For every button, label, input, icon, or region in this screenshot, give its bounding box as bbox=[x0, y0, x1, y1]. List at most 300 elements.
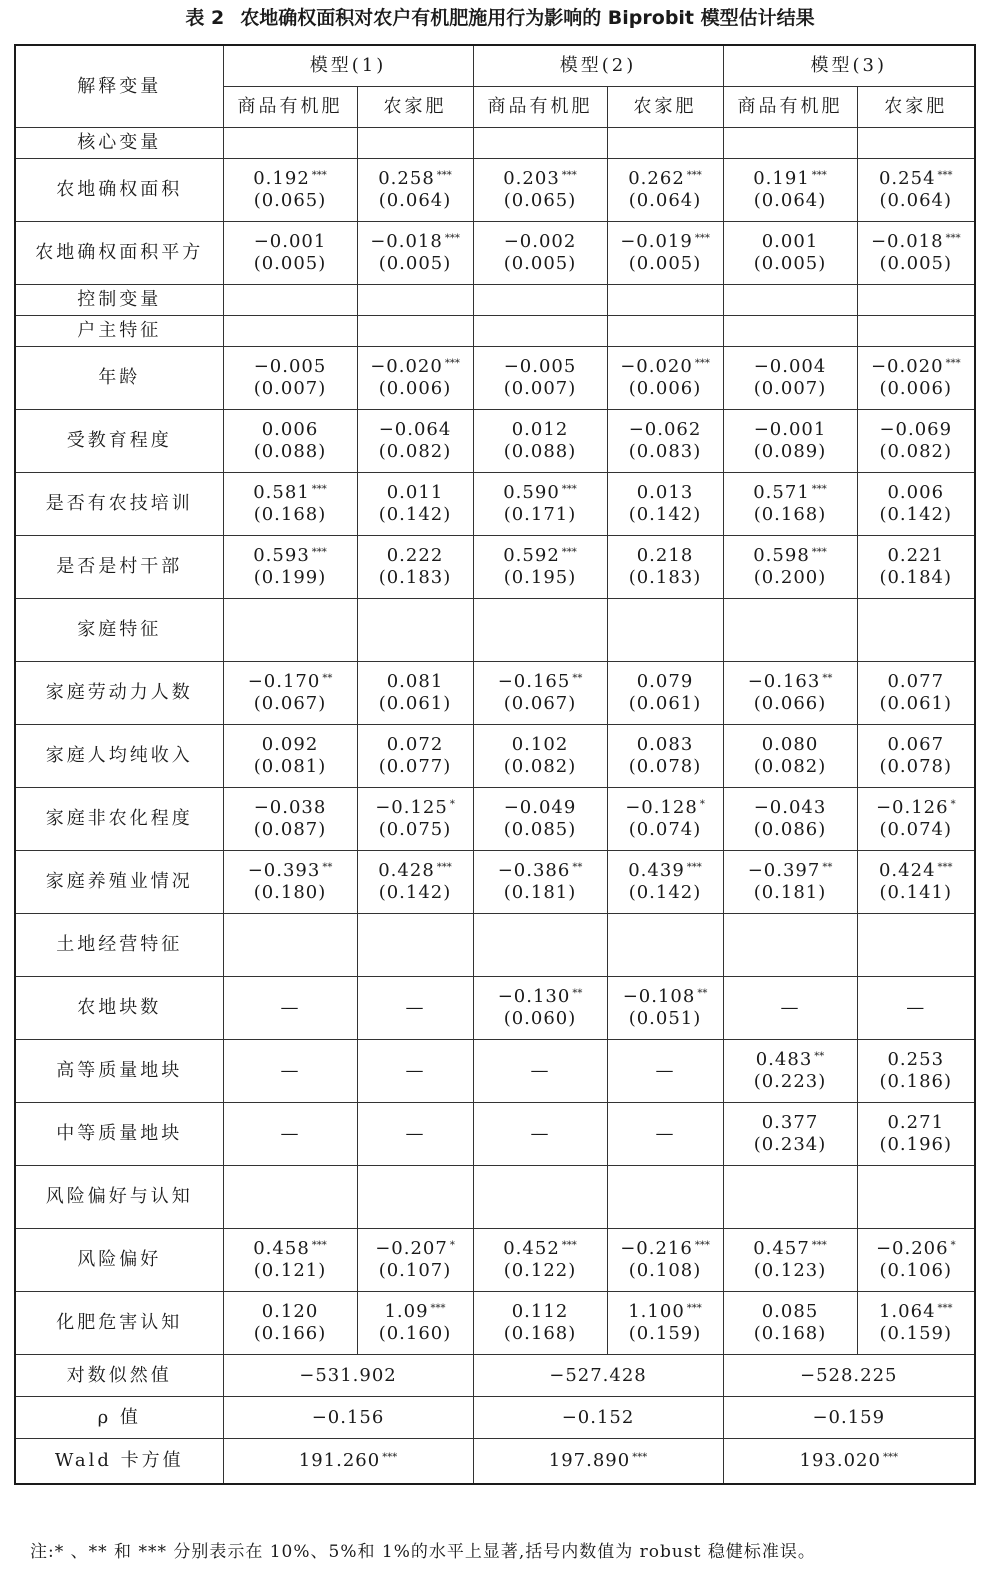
coefficient bbox=[608, 168, 723, 190]
coefficient-value: −0.216 bbox=[620, 1238, 693, 1259]
standard-error: (0.168) bbox=[753, 1323, 827, 1344]
standard-error: (0.065) bbox=[253, 190, 327, 211]
standard-error: (0.065) bbox=[503, 190, 577, 211]
table-number: 表 2 bbox=[185, 7, 225, 29]
empty-cell bbox=[223, 316, 357, 347]
standard-error: (0.142) bbox=[628, 882, 702, 903]
coefficient-value: 0.253 bbox=[887, 1049, 945, 1070]
value-cell bbox=[223, 662, 357, 725]
significance-stars: *** bbox=[882, 1452, 898, 1463]
header-row-models bbox=[15, 45, 975, 87]
standard-error: (0.087) bbox=[253, 819, 327, 840]
coefficient-value: −0.002 bbox=[503, 231, 577, 252]
coefficient-value: 0.424 bbox=[878, 860, 936, 881]
coefficient-value: −0.038 bbox=[253, 797, 327, 818]
value-cell bbox=[857, 788, 975, 851]
empty-cell bbox=[723, 1166, 857, 1229]
stat-number: −528.225 bbox=[799, 1364, 898, 1386]
value-cell bbox=[723, 410, 857, 473]
standard-error: (0.159) bbox=[628, 1323, 702, 1344]
table-note: 注:* 、** 和 *** 分别表示在 10%、5%和 1%的水平上显著,括号内数值为 robust 稳健标准误。 bbox=[30, 1542, 816, 1562]
stat-number: −527.428 bbox=[549, 1364, 647, 1386]
coefficient bbox=[224, 356, 357, 378]
value-cell bbox=[223, 536, 357, 599]
stat-value-cell bbox=[723, 1397, 975, 1439]
value-cell bbox=[357, 788, 473, 851]
row-label: 化肥危害认知 bbox=[15, 1292, 223, 1355]
coefficient bbox=[224, 860, 357, 882]
value-cell bbox=[473, 222, 607, 285]
coefficient-value: 0.377 bbox=[761, 1112, 819, 1133]
standard-error: (0.181) bbox=[503, 882, 577, 903]
standard-error: (0.142) bbox=[628, 504, 702, 525]
table-row bbox=[15, 851, 975, 914]
coefficient bbox=[358, 482, 473, 504]
coefficient-value: 0.571 bbox=[753, 482, 810, 503]
empty-cell bbox=[723, 599, 857, 662]
stat-value bbox=[474, 1450, 723, 1472]
coefficient-value: 0.006 bbox=[887, 482, 945, 503]
coefficient-value: −0.018 bbox=[370, 231, 443, 252]
significance-stars: *** bbox=[694, 233, 710, 244]
section-row bbox=[15, 1166, 975, 1229]
coefficient bbox=[608, 545, 723, 567]
coefficient-value: — bbox=[405, 997, 425, 1018]
standard-error: (0.078) bbox=[879, 756, 953, 777]
coefficient bbox=[858, 419, 975, 441]
coefficient-value: — bbox=[280, 1060, 300, 1081]
significance-stars: *** bbox=[686, 862, 702, 873]
coefficient bbox=[358, 419, 473, 441]
coefficient-value: 0.077 bbox=[887, 671, 945, 692]
standard-error: (0.089) bbox=[753, 441, 827, 462]
significance-stars: *** bbox=[937, 862, 953, 873]
coefficient bbox=[358, 797, 473, 819]
significance-stars: *** bbox=[694, 358, 710, 369]
standard-error: (0.168) bbox=[503, 1323, 577, 1344]
standard-error: (0.186) bbox=[879, 1071, 953, 1092]
value-cell bbox=[607, 977, 723, 1040]
row-label: 家庭非农化程度 bbox=[15, 788, 223, 851]
standard-error: (0.196) bbox=[879, 1134, 953, 1155]
coefficient bbox=[724, 1301, 857, 1323]
coefficient-value: 0.102 bbox=[511, 734, 569, 755]
significance-stars: *** bbox=[632, 1452, 648, 1463]
standard-error: (0.051) bbox=[628, 1008, 702, 1029]
value-cell bbox=[223, 1103, 357, 1166]
coefficient bbox=[224, 997, 357, 1019]
coefficient bbox=[724, 482, 857, 504]
coefficient-value: 0.254 bbox=[878, 168, 936, 189]
significance-stars: ** bbox=[822, 673, 833, 684]
coefficient-value: −0.049 bbox=[503, 797, 577, 818]
coefficient bbox=[474, 1123, 607, 1145]
stat-value-cell bbox=[223, 1439, 473, 1485]
value-cell bbox=[357, 410, 473, 473]
significance-stars: ** bbox=[322, 673, 333, 684]
value-cell bbox=[357, 725, 473, 788]
standard-error: (0.123) bbox=[753, 1260, 827, 1281]
coefficient-value: 1.064 bbox=[878, 1301, 936, 1322]
coefficient-value: 0.013 bbox=[636, 482, 694, 503]
empty-cell bbox=[357, 914, 473, 977]
row-label: 控制变量 bbox=[15, 285, 223, 316]
standard-error: (0.005) bbox=[753, 253, 827, 274]
coefficient bbox=[358, 231, 473, 253]
standard-error: (0.200) bbox=[753, 567, 827, 588]
significance-stars: *** bbox=[436, 170, 452, 181]
value-cell bbox=[473, 159, 607, 222]
value-cell bbox=[357, 1103, 473, 1166]
empty-cell bbox=[723, 128, 857, 159]
empty-cell bbox=[607, 914, 723, 977]
header-model-3: 模型(3) bbox=[723, 45, 975, 87]
stat-value-cell bbox=[223, 1397, 473, 1439]
significance-stars: *** bbox=[444, 358, 460, 369]
coefficient bbox=[724, 671, 857, 693]
coefficient bbox=[224, 1301, 357, 1323]
coefficient bbox=[474, 168, 607, 190]
standard-error: (0.121) bbox=[253, 1260, 327, 1281]
empty-cell bbox=[607, 599, 723, 662]
standard-error: (0.005) bbox=[503, 253, 577, 274]
coefficient-value: — bbox=[530, 1123, 550, 1144]
results-table bbox=[14, 44, 976, 1485]
stat-value bbox=[724, 1450, 975, 1472]
value-cell bbox=[607, 662, 723, 725]
value-cell bbox=[223, 1292, 357, 1355]
significance-stars: * bbox=[449, 1240, 455, 1251]
coefficient bbox=[358, 1123, 473, 1145]
header-model-2: 模型(2) bbox=[473, 45, 723, 87]
coefficient-value: −0.019 bbox=[620, 231, 693, 252]
coefficient bbox=[358, 356, 473, 378]
significance-stars: ** bbox=[822, 862, 833, 873]
value-cell bbox=[357, 1292, 473, 1355]
row-label: 农地确权面积平方 bbox=[15, 222, 223, 285]
value-cell bbox=[723, 1292, 857, 1355]
empty-cell bbox=[857, 128, 975, 159]
empty-cell bbox=[723, 316, 857, 347]
empty-cell bbox=[473, 914, 607, 977]
significance-stars: ** bbox=[322, 862, 333, 873]
coefficient-value: 0.080 bbox=[761, 734, 819, 755]
coefficient bbox=[358, 734, 473, 756]
standard-error: (0.142) bbox=[378, 882, 452, 903]
standard-error: (0.007) bbox=[503, 378, 577, 399]
coefficient bbox=[858, 734, 975, 756]
standard-error: (0.006) bbox=[879, 378, 953, 399]
coefficient bbox=[474, 1060, 607, 1082]
coefficient-value: −0.018 bbox=[870, 231, 944, 252]
value-cell bbox=[357, 977, 473, 1040]
table-row bbox=[15, 473, 975, 536]
significance-stars: *** bbox=[311, 547, 327, 558]
table-row bbox=[15, 788, 975, 851]
standard-error: (0.082) bbox=[503, 756, 577, 777]
coefficient-value: 0.006 bbox=[261, 419, 319, 440]
standard-error: (0.184) bbox=[879, 567, 953, 588]
value-cell bbox=[357, 473, 473, 536]
empty-cell bbox=[607, 285, 723, 316]
coefficient-value: −0.163 bbox=[747, 671, 821, 692]
value-cell bbox=[857, 1103, 975, 1166]
standard-error: (0.142) bbox=[378, 504, 452, 525]
value-cell bbox=[223, 851, 357, 914]
row-label: 家庭劳动力人数 bbox=[15, 662, 223, 725]
coefficient bbox=[858, 545, 975, 567]
standard-error: (0.082) bbox=[378, 441, 452, 462]
stat-value bbox=[474, 1365, 723, 1387]
significance-stars: *** bbox=[945, 358, 961, 369]
standard-error: (0.086) bbox=[753, 819, 827, 840]
coefficient bbox=[724, 997, 857, 1019]
standard-error: (0.199) bbox=[253, 567, 327, 588]
significance-stars: *** bbox=[382, 1452, 398, 1463]
coefficient bbox=[858, 1112, 975, 1134]
coefficient bbox=[474, 671, 607, 693]
standard-error: (0.078) bbox=[628, 756, 702, 777]
value-cell bbox=[857, 1229, 975, 1292]
standard-error: (0.085) bbox=[503, 819, 577, 840]
standard-error: (0.166) bbox=[253, 1323, 327, 1344]
stat-label: ρ 值 bbox=[15, 1397, 223, 1439]
value-cell bbox=[223, 222, 357, 285]
coefficient-value: — bbox=[405, 1123, 425, 1144]
coefficient bbox=[474, 231, 607, 253]
value-cell bbox=[357, 222, 473, 285]
empty-cell bbox=[857, 599, 975, 662]
coefficient-value: −0.020 bbox=[620, 356, 693, 377]
coefficient-value: −0.001 bbox=[253, 231, 327, 252]
table-row bbox=[15, 410, 975, 473]
value-cell bbox=[607, 1292, 723, 1355]
header-variable: 解释变量 bbox=[15, 45, 223, 128]
coefficient-value: 0.483 bbox=[755, 1049, 813, 1070]
stat-number: 191.260 bbox=[298, 1450, 381, 1471]
significance-stars: *** bbox=[430, 1303, 446, 1314]
value-cell bbox=[857, 1040, 975, 1103]
coefficient-value: −0.004 bbox=[753, 356, 827, 377]
standard-error: (0.168) bbox=[753, 504, 827, 525]
stat-value-cell bbox=[473, 1397, 723, 1439]
header-outcome: 商品有机肥 bbox=[723, 87, 857, 128]
coefficient-value: −0.005 bbox=[503, 356, 577, 377]
significance-stars: * bbox=[449, 799, 455, 810]
significance-stars: *** bbox=[811, 170, 827, 181]
row-label: 中等质量地块 bbox=[15, 1103, 223, 1166]
coefficient-value: 0.001 bbox=[761, 231, 819, 252]
stat-number: 197.890 bbox=[548, 1450, 631, 1471]
empty-cell bbox=[357, 285, 473, 316]
value-cell bbox=[473, 788, 607, 851]
table-row bbox=[15, 159, 975, 222]
empty-cell bbox=[473, 1166, 607, 1229]
empty-cell bbox=[473, 128, 607, 159]
coefficient bbox=[474, 1301, 607, 1323]
coefficient-value: 0.271 bbox=[887, 1112, 945, 1133]
stat-number: −0.159 bbox=[812, 1406, 886, 1428]
value-cell bbox=[473, 977, 607, 1040]
empty-cell bbox=[473, 285, 607, 316]
significance-stars: *** bbox=[311, 484, 327, 495]
standard-error: (0.007) bbox=[253, 378, 327, 399]
coefficient bbox=[724, 168, 857, 190]
value-cell bbox=[857, 159, 975, 222]
row-label: 家庭特征 bbox=[15, 599, 223, 662]
stat-row bbox=[15, 1439, 975, 1485]
table-row bbox=[15, 347, 975, 410]
value-cell bbox=[723, 662, 857, 725]
coefficient bbox=[608, 797, 723, 819]
row-label: 是否有农技培训 bbox=[15, 473, 223, 536]
standard-error: (0.181) bbox=[753, 882, 827, 903]
coefficient-value: 0.452 bbox=[503, 1238, 560, 1259]
coefficient bbox=[724, 1049, 857, 1071]
coefficient-value: −0.064 bbox=[378, 419, 452, 440]
significance-stars: *** bbox=[561, 170, 577, 181]
coefficient bbox=[608, 356, 723, 378]
stat-row bbox=[15, 1397, 975, 1439]
standard-error: (0.107) bbox=[378, 1260, 452, 1281]
coefficient bbox=[724, 860, 857, 882]
value-cell bbox=[723, 159, 857, 222]
coefficient-value: 0.439 bbox=[628, 860, 685, 881]
value-cell bbox=[223, 725, 357, 788]
coefficient bbox=[724, 797, 857, 819]
table-row bbox=[15, 725, 975, 788]
coefficient bbox=[358, 545, 473, 567]
header-outcome: 农家肥 bbox=[607, 87, 723, 128]
coefficient bbox=[724, 734, 857, 756]
coefficient bbox=[224, 797, 357, 819]
standard-error: (0.183) bbox=[378, 567, 452, 588]
stat-value bbox=[224, 1407, 473, 1429]
row-label: 风险偏好与认知 bbox=[15, 1166, 223, 1229]
value-cell bbox=[473, 473, 607, 536]
stat-value bbox=[224, 1365, 473, 1387]
coefficient-value: −0.069 bbox=[879, 419, 953, 440]
value-cell bbox=[357, 1229, 473, 1292]
row-label: 是否是村干部 bbox=[15, 536, 223, 599]
section-row bbox=[15, 128, 975, 159]
value-cell bbox=[473, 662, 607, 725]
value-cell bbox=[723, 347, 857, 410]
coefficient bbox=[608, 986, 723, 1008]
table-row bbox=[15, 222, 975, 285]
standard-error: (0.064) bbox=[753, 190, 827, 211]
value-cell bbox=[723, 977, 857, 1040]
value-cell bbox=[607, 536, 723, 599]
coefficient bbox=[608, 419, 723, 441]
standard-error: (0.168) bbox=[253, 504, 327, 525]
value-cell bbox=[607, 851, 723, 914]
coefficient bbox=[608, 1123, 723, 1145]
standard-error: (0.005) bbox=[378, 253, 452, 274]
table-row bbox=[15, 536, 975, 599]
header-outcome: 商品有机肥 bbox=[473, 87, 607, 128]
value-cell bbox=[723, 536, 857, 599]
coefficient bbox=[608, 671, 723, 693]
header-outcome: 农家肥 bbox=[357, 87, 473, 128]
section-row bbox=[15, 914, 975, 977]
coefficient bbox=[224, 734, 357, 756]
value-cell bbox=[357, 851, 473, 914]
empty-cell bbox=[357, 599, 473, 662]
standard-error: (0.122) bbox=[503, 1260, 577, 1281]
row-label: 农地块数 bbox=[15, 977, 223, 1040]
value-cell bbox=[223, 1229, 357, 1292]
significance-stars: *** bbox=[686, 1303, 702, 1314]
value-cell bbox=[357, 536, 473, 599]
value-cell bbox=[857, 851, 975, 914]
coefficient bbox=[608, 860, 723, 882]
empty-cell bbox=[223, 285, 357, 316]
value-cell bbox=[473, 347, 607, 410]
standard-error: (0.159) bbox=[879, 1323, 953, 1344]
coefficient bbox=[608, 1060, 723, 1082]
significance-stars: *** bbox=[937, 170, 953, 181]
coefficient-value: 0.072 bbox=[386, 734, 444, 755]
coefficient bbox=[358, 1060, 473, 1082]
row-label: 土地经营特征 bbox=[15, 914, 223, 977]
empty-cell bbox=[857, 914, 975, 977]
coefficient bbox=[474, 356, 607, 378]
coefficient-value: −0.130 bbox=[497, 986, 571, 1007]
coefficient bbox=[608, 1301, 723, 1323]
significance-stars: *** bbox=[945, 233, 961, 244]
value-cell bbox=[473, 851, 607, 914]
significance-stars: *** bbox=[311, 1240, 327, 1251]
coefficient bbox=[724, 1112, 857, 1134]
coefficient-value: 0.120 bbox=[261, 1301, 319, 1322]
coefficient bbox=[224, 545, 357, 567]
coefficient bbox=[474, 419, 607, 441]
coefficient-value: 0.218 bbox=[636, 545, 694, 566]
coefficient-value: — bbox=[906, 997, 926, 1018]
coefficient bbox=[724, 356, 857, 378]
header-outcome: 农家肥 bbox=[857, 87, 975, 128]
empty-cell bbox=[607, 316, 723, 347]
significance-stars: *** bbox=[436, 862, 452, 873]
coefficient bbox=[224, 168, 357, 190]
coefficient bbox=[358, 671, 473, 693]
standard-error: (0.234) bbox=[753, 1134, 827, 1155]
coefficient-value: −0.393 bbox=[247, 860, 321, 881]
standard-error: (0.005) bbox=[253, 253, 327, 274]
standard-error: (0.195) bbox=[503, 567, 577, 588]
value-cell bbox=[223, 347, 357, 410]
coefficient-value: 0.258 bbox=[378, 168, 435, 189]
standard-error: (0.064) bbox=[879, 190, 953, 211]
standard-error: (0.082) bbox=[753, 756, 827, 777]
coefficient-value: −0.005 bbox=[253, 356, 327, 377]
coefficient bbox=[474, 986, 607, 1008]
standard-error: (0.066) bbox=[753, 693, 827, 714]
coefficient bbox=[858, 231, 975, 253]
section-row bbox=[15, 285, 975, 316]
value-cell bbox=[857, 662, 975, 725]
stat-number: −0.152 bbox=[561, 1406, 635, 1428]
standard-error: (0.064) bbox=[378, 190, 452, 211]
stat-label: 对数似然值 bbox=[15, 1355, 223, 1397]
table-row bbox=[15, 1040, 975, 1103]
coefficient-value: 0.593 bbox=[253, 545, 310, 566]
coefficient bbox=[858, 356, 975, 378]
standard-error: (0.060) bbox=[503, 1008, 577, 1029]
coefficient-value: −0.001 bbox=[753, 419, 827, 440]
stat-number: −0.156 bbox=[311, 1406, 385, 1428]
